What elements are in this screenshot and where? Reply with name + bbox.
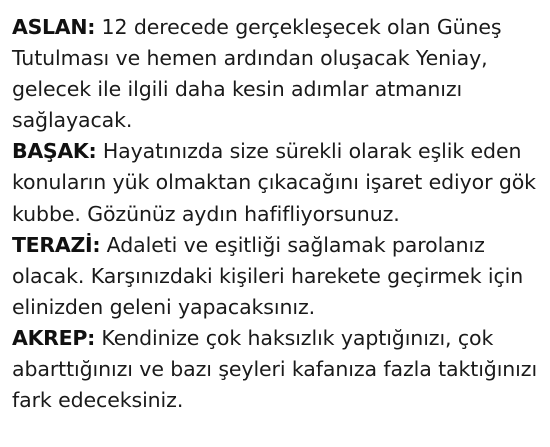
horoscope-entry-basak — [12, 136, 544, 229]
horoscope-text-terazi: Adaleti ve eşitliği sağlamak parolanız olacak. Karşınızdaki kişileri harekete geçirmek için elinizden geleni yapacaksınız. — [12, 232, 524, 319]
sign-name-basak: BAŞAK: — [12, 139, 97, 164]
sign-name-akrep: AKREP: — [12, 325, 95, 350]
sign-name-aslan: ASLAN: — [12, 15, 96, 39]
horoscope-entry-terazi — [12, 230, 544, 323]
horoscope-text-akrep: Kendinize çok haksızlık yaptığınızı, çok abarttığınızı ve bazı şeyleri kafanıza fazla taktığınızı fark edeceksiniz. — [12, 325, 538, 413]
horoscope-article — [12, 12, 544, 416]
sign-name-terazi: TERAZİ: — [12, 232, 101, 257]
horoscope-text-basak: Hayatınızda size sürekli olarak eşlik eden konuların yük olmaktan çıkacağını işaret ediyor gök kubbe. Gözünüz aydın hafifliyorsunuz. — [12, 139, 536, 226]
horoscope-entry-aslan — [12, 12, 544, 136]
horoscope-text-aslan: 12 derecede gerçekleşecek olan Güneş Tutulması ve hemen ardından oluşacak Yeniay, gelecek ile ilgili daha kesin adımlar atmanızı sağlayacak. — [12, 15, 502, 133]
horoscope-entry-akrep — [12, 323, 544, 416]
